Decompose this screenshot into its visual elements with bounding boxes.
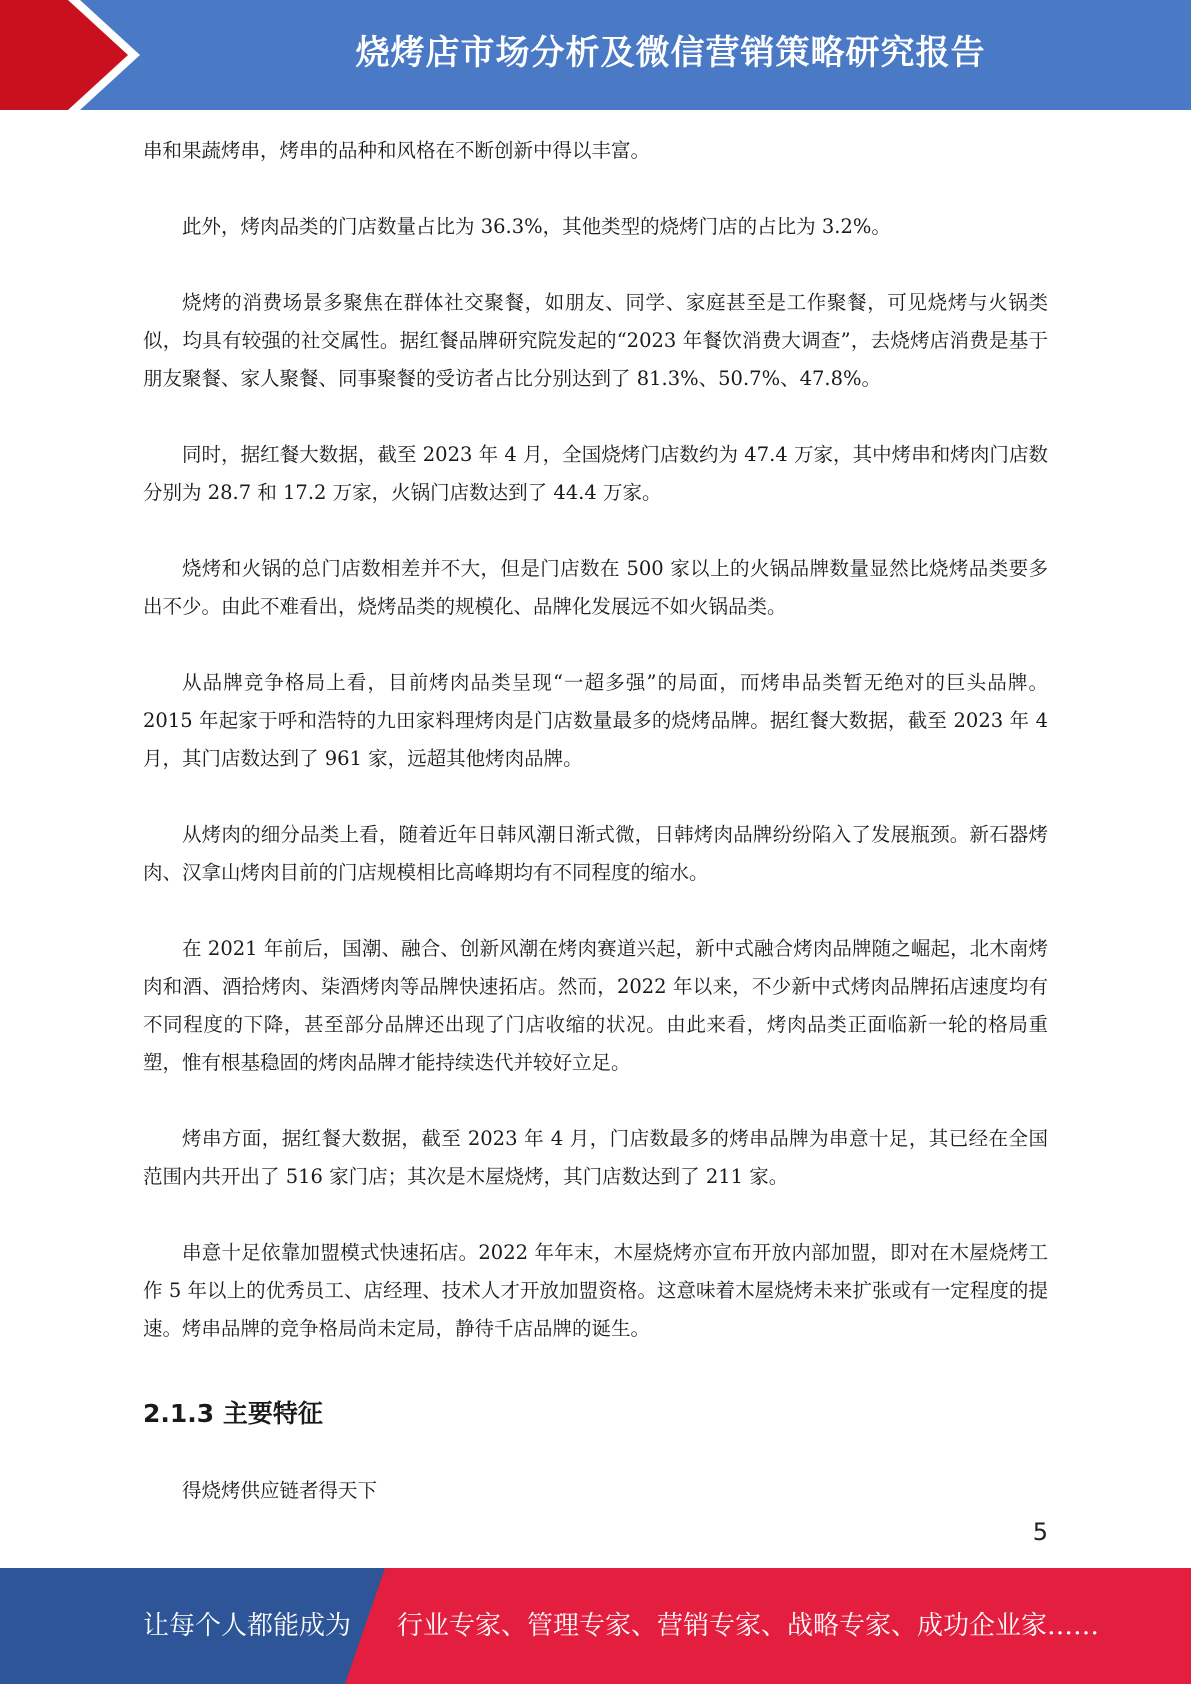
paragraph: 烧烤和火锅的总门店数相差并不大，但是门店数在 500 家以上的火锅品牌数量显然比烧烤品类要多出不少。由此不难看出，烧烤品类的规模化、品牌化发展远不如火锅品类。 <box>143 557 1048 618</box>
section-heading: 2.1.3 主要特征 <box>143 1399 323 1428</box>
page-header <box>0 0 1191 110</box>
paragraph: 烧烤的消费场景多聚焦在群体社交聚餐，如朋友、同学、家庭甚至是工作聚餐，可见烧烤与火锅类似，均具有较强的社交属性。据红餐品牌研究院发起的“2023 年餐饮消费大调查”，去烧烤店消费是基于朋友聚餐、家人聚餐、同事聚餐的受访者占比分别达到了 81.3%、50.7%、47.8%。 <box>143 291 1048 390</box>
footer-slogan-right: 行业专家、管理专家、营销专家、战略专家、成功企业家…… <box>397 1611 1100 1641</box>
paragraph: 烤串方面，据红餐大数据，截至 2023 年 4 月，门店数最多的烤串品牌为串意十足，其已经在全国范围内共开出了 516 家门店；其次是木屋烧烤，其门店数达到了 211 家。 <box>143 1127 1048 1188</box>
page-footer <box>0 1568 1191 1684</box>
footer-slogan-left: 让每个人都能成为 <box>143 1611 352 1641</box>
paragraph: 从烤肉的细分品类上看，随着近年日韩风潮日渐式微，日韩烤肉品牌纷纷陷入了发展瓶颈。新石器烤肉、汉拿山烤肉目前的门店规模相比高峰期均有不同程度的缩水。 <box>143 823 1048 884</box>
paragraph: 从品牌竞争格局上看，目前烤肉品类呈现“一超多强”的局面，而烤串品类暂无绝对的巨头品牌。2015 年起家于呼和浩特的九田家料理烤肉是门店数量最多的烧烤品牌。据红餐大数据，截至 2023 年 4 月，其门店数达到了 961 家，远超其他烤肉品牌。 <box>143 671 1048 770</box>
red-arrow-decoration <box>0 0 160 110</box>
paragraph: 串和果蔬烤串，烤串的品种和风格在不断创新中得以丰富。 <box>143 139 651 162</box>
document-body <box>143 132 1048 1548</box>
report-title: 烧烤店市场分析及微信营销策略研究报告 <box>355 33 986 73</box>
paragraph: 得烧烤供应链者得天下 <box>182 1479 378 1502</box>
paragraph: 同时，据红餐大数据，截至 2023 年 4 月，全国烧烤门店数约为 47.4 万家，其中烤串和烤肉门店数分别为 28.7 和 17.2 万家，火锅门店数达到了 44.4 万家。 <box>143 443 1048 504</box>
paragraph: 串意十足依靠加盟模式快速拓店。2022 年年末，木屋烧烤亦宣布开放内部加盟，即对在木屋烧烤工作 5 年以上的优秀员工、店经理、技术人才开放加盟资格。这意味着木屋烧烤未来扩张或有一定程度的提速。烤串品牌的竞争格局尚未定局，静待千店品牌的诞生。 <box>143 1241 1048 1340</box>
page-number: 5 <box>1032 1518 1048 1546</box>
paragraph: 此外，烤肉品类的门店数量占比为 36.3%，其他类型的烧烤门店的占比为 3.2%。 <box>182 215 891 238</box>
paragraph: 在 2021 年前后，国潮、融合、创新风潮在烤肉赛道兴起，新中式融合烤肉品牌随之崛起，北木南烤肉和酒、酒拾烤肉、柒酒烤肉等品牌快速拓店。然而，2022 年以来，不少新中式烤肉品牌拓店速度均有不同程度的下降，甚至部分品牌还出现了门店收缩的状况。由此来看，烤肉品类正面临新一轮的格局重塑，惟有根基稳固的烤肉品牌才能持续迭代并较好立足。 <box>143 937 1048 1074</box>
